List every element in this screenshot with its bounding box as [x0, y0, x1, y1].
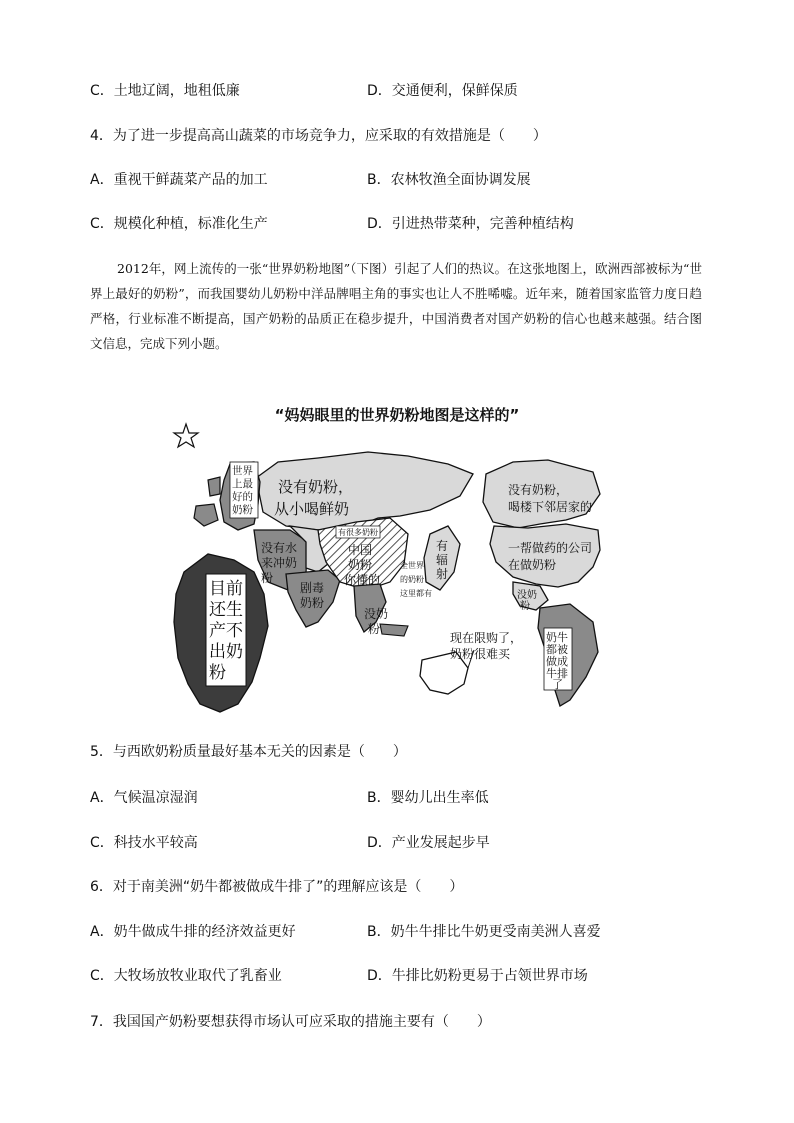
map-label-china-3: 你懂的 — [344, 573, 381, 587]
map-label-africa-3: 产不 — [209, 621, 243, 641]
map-label-canada-2: 喝楼下邻居家的 — [508, 500, 593, 514]
usa-land — [490, 524, 600, 587]
map-label-mideast-2: 来冲奶 — [261, 556, 298, 570]
q5-option-a: A．气候温凉湿润 — [90, 790, 198, 806]
q6-option-a: A．奶牛做成牛排的经济效益更好 — [90, 924, 296, 940]
map-label-mideast-1: 没有水 — [261, 541, 298, 555]
map-label-africa-2: 还生 — [209, 600, 243, 620]
world-milk-powder-map — [168, 422, 608, 714]
map-label-australia-2: 奶粉很难买 — [450, 647, 511, 661]
map-label-japan-2: 辐 — [436, 553, 449, 567]
map-label-europe-1: 世界 — [232, 465, 253, 477]
indonesia-islands — [380, 624, 408, 636]
map-label-usa-1: 一帮做药的公司 — [508, 541, 593, 555]
map-label-india-1: 剧毒 — [300, 581, 325, 595]
map-label-everywhere-3: 这里都有 — [400, 589, 432, 598]
q4-option-c: C．规模化种植，标准化生产 — [90, 216, 268, 232]
q4-stem: 4．为了进一步提高高山蔬菜的市场竞争力，应采取的有效措施是（ ） — [90, 128, 547, 144]
map-label-russia-2: 从小喝鲜奶 — [274, 500, 350, 518]
map-label-africa-4: 出奶 — [209, 642, 243, 662]
map-label-africa-5: 粉 — [209, 663, 226, 683]
map-label-usa-2: 在做奶粉 — [508, 558, 557, 572]
map-label-japan-1: 有 — [436, 539, 449, 553]
map-label-south-america-1: 奶牛 — [546, 631, 568, 644]
reading-passage: 2012年，网上流传的一张“世界奶粉地图”（下图）引起了人们的热议。在这张地图上，欧洲西部被标为“世界上最好的奶粉”，而我国婴幼儿奶粉中洋品牌唱主角的事实也让人不胜唏嘘。近年来，随着国家监管力度日趋严格，行业标准不断提高，国产奶粉的品质正在稳步提升，中国消费者对国产奶粉的信心也越来越强。结合图文信息，完成下列小题。 — [90, 261, 702, 351]
map-label-india-2: 奶粉 — [300, 596, 325, 610]
map-label-russia-1: 没有奶粉， — [278, 478, 354, 496]
q7-stem: 7．我国国产奶粉要想获得市场认可应采取的措施主要有（ ） — [90, 1014, 491, 1030]
star-icon — [174, 424, 198, 447]
uk-island — [208, 477, 220, 496]
iberia-land — [194, 504, 218, 526]
map-label-japan-3: 射 — [436, 567, 449, 581]
map-label-south-america-4: 牛排 — [546, 667, 568, 680]
map-label-china-top: 有很多奶粉 — [338, 528, 378, 537]
map-label-europe-2: 上最 — [232, 478, 253, 490]
map-label-south-america-2: 都被 — [546, 643, 568, 656]
q6-option-d: D．牛排比奶粉更易于占领世界市场 — [367, 968, 588, 984]
q3-option-c: C．土地辽阔，地租低廉 — [90, 83, 240, 99]
q6-option-b: B．奶牛牛排比牛奶更受南美洲人喜爱 — [367, 924, 601, 940]
map-label-south-america-5: 了 — [552, 678, 563, 691]
q6-stem: 6．对于南美洲“奶牛都被做成牛排了”的理解应该是（ ） — [90, 879, 464, 895]
q5-option-d: D．产业发展起步早 — [367, 835, 490, 851]
map-label-mideast-3: 粉 — [261, 571, 274, 585]
map-label-canada-1: 没有奶粉， — [508, 483, 569, 497]
q4-option-b: B．农林牧渔全面协调发展 — [367, 172, 531, 188]
q5-stem: 5．与西欧奶粉质量最好基本无关的因素是（ ） — [90, 744, 407, 760]
map-label-everywhere-2: 的奶粉 — [400, 575, 424, 584]
map-label-central-america-1: 没奶 — [517, 590, 537, 601]
q6-option-c: C．大牧场放牧业取代了乳畜业 — [90, 968, 282, 984]
map-label-everywhere-1: 全世界 — [400, 561, 424, 570]
map-title: “妈妈眼里的世界奶粉地图是这样的” — [274, 406, 520, 424]
q3-option-d: D．交通便利，保鲜保质 — [367, 83, 518, 99]
map-label-central-america-2: 粉 — [520, 601, 530, 612]
map-label-africa-1: 目前 — [209, 579, 243, 599]
map-label-australia-1: 现在限购了， — [450, 631, 523, 645]
q4-option-a: A．重视干鲜蔬菜产品的加工 — [90, 172, 268, 188]
map-label-china-2: 奶粉 — [348, 558, 373, 572]
map-label-south-america-3: 做成 — [546, 655, 568, 668]
map-label-seasia-1: 没奶 — [364, 607, 389, 621]
map-label-seasia-2: 粉 — [368, 622, 381, 636]
q5-option-b: B．婴幼儿出生率低 — [367, 790, 489, 806]
map-label-europe-4: 奶粉 — [232, 504, 253, 516]
q5-option-c: C．科技水平较高 — [90, 835, 198, 851]
map-label-china-1: 中国 — [348, 543, 373, 557]
map-label-europe-3: 好的 — [232, 491, 253, 503]
q4-option-d: D．引进热带菜种，完善种植结构 — [367, 216, 574, 232]
